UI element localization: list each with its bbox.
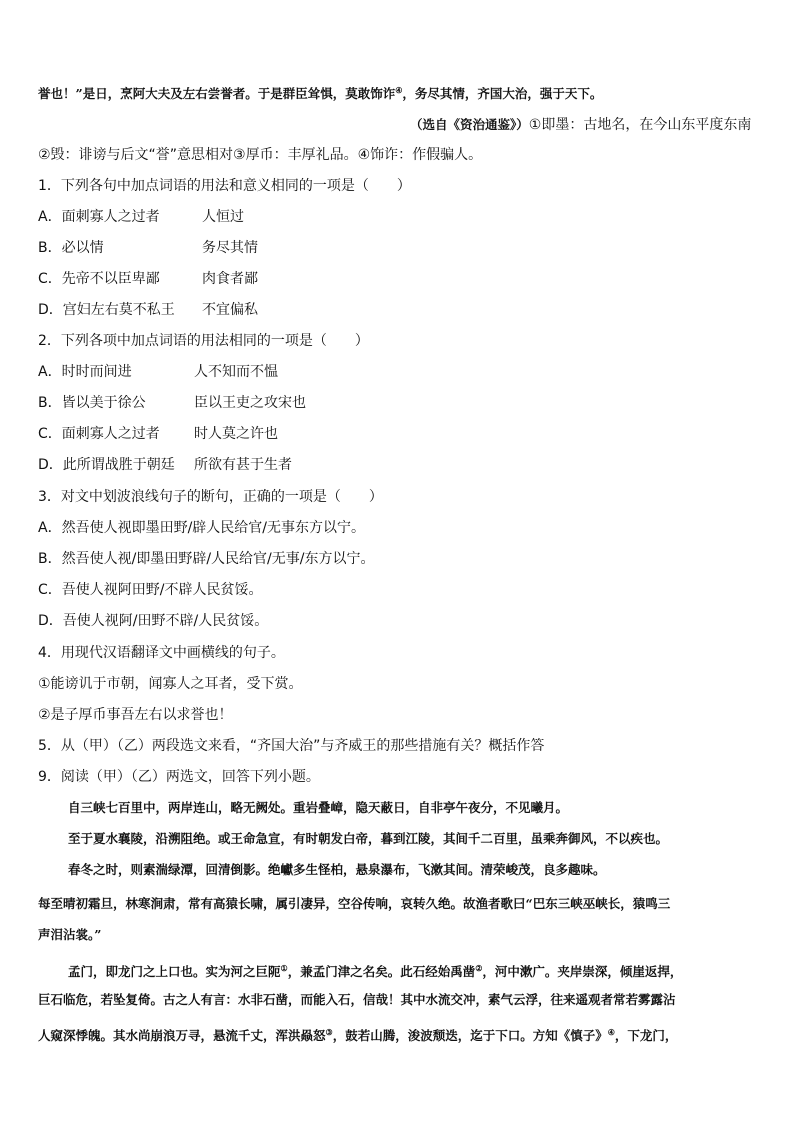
passage-text: ，鼓若山腾，浚波颓迭，迄于下口。方知《慎子》 <box>332 1028 608 1043</box>
question-1-option-b <box>38 237 258 259</box>
passage-text: 誉也！”是日，烹阿大夫及左右尝誉者。于是群臣耸惧，莫敢饰诈 <box>38 86 396 101</box>
passage-jia-paragraph-2: 至于夏水襄陵，沿溯阻绝。或王命急宣，有时朝发白帝，暮到江陵，其间千二百里，虽乘奔御风，不以疾也。 <box>68 831 669 846</box>
option-text: B．皆以美于徐公 <box>38 395 146 411</box>
question-2-stem: 2．下列各项中加点词语的用法相同的一项是（ ） <box>38 333 369 349</box>
option-text: 所欲有甚于生者 <box>194 457 292 473</box>
question-3-option-b: B．然吾使人视/即墨田野辟/人民给官/无事/东方以宁。 <box>38 551 375 567</box>
question-9-stem: 9．阅读（甲）（乙）两选文，回答下列小题。 <box>38 769 320 785</box>
question-2-option-d <box>38 454 292 476</box>
passage-text: 人窥深悸魄。其水尚崩浪万寻，悬流千丈，浑洪赑怒 <box>38 1028 326 1043</box>
source-note-line <box>410 113 751 136</box>
option-text: 臣以王吏之攻宋也 <box>194 395 306 411</box>
passage-text: ，河中漱广。夹岸崇深，倾崖返捍， <box>482 964 683 979</box>
source-citation: （选自《资治通鉴》） <box>410 117 529 132</box>
option-text: D．此所谓战胜于朝廷 <box>38 457 175 473</box>
question-1-option-c <box>38 268 258 290</box>
question-2-option-c <box>38 423 278 445</box>
passage-yi-line-2: 巨石临危，若坠复倚。古之人有言：水非石凿，而能入石，信哉！其中水流交冲，素气云浮，往来遥观者常若雾露沾 <box>38 992 676 1007</box>
question-1-stem: 1．下列各句中加点词语的用法和意义相同的一项是（ ） <box>38 178 411 194</box>
option-text: 肉食者鄙 <box>202 271 258 287</box>
footnote-1: ①即墨：古地名，在今山东平度东南 <box>528 117 752 133</box>
passage-tail-line <box>38 79 602 105</box>
question-1-option-a <box>38 206 244 228</box>
option-text: A．面刺寡人之过者 <box>38 209 160 225</box>
option-text: 时人莫之许也 <box>194 426 278 442</box>
question-4-item-1: ①能谤讥于市朝，闻寡人之耳者，受下赏。 <box>38 676 303 692</box>
question-3-option-d: D．吾使人视阿/田野不辟/人民贫馁。 <box>38 613 269 629</box>
footnote-marker: ③ <box>325 1027 333 1037</box>
question-3-stem: 3．对文中划波浪线句子的断句，正确的一项是（ ） <box>38 489 383 505</box>
passage-text: ，下龙门， <box>614 1028 678 1043</box>
question-3-option-c: C．吾使人视阿田野/不辟人民贫馁。 <box>38 582 263 598</box>
passage-text: ，兼孟门津之名矣。此石经始禹凿 <box>287 964 476 979</box>
question-1-option-d <box>38 299 258 321</box>
option-text: C．先帝不以臣卑鄙 <box>38 271 160 287</box>
question-3-option-a: A．然吾使人视即墨田野/辟人民给官/无事东方以宁。 <box>38 520 366 536</box>
passage-jia-paragraph-3: 春冬之时，则素湍绿潭，回清倒影。绝巘多生怪柏，悬泉瀑布，飞漱其间。清荣峻茂，良多趣味。 <box>68 862 606 877</box>
option-text: 不宜偏私 <box>202 302 258 318</box>
question-4-stem: 4．用现代汉语翻译文中画横线的句子。 <box>38 645 285 661</box>
question-4-item-2: ②是子厚币事吾左右以求誉也！ <box>38 707 233 723</box>
option-text: B．必以情 <box>38 240 104 256</box>
question-5-stem: 5．从（甲）（乙）两段选文来看，“齐国大治”与齐威王的那些措施有关？概括作答 <box>38 738 545 754</box>
option-text: 务尽其情 <box>202 240 258 256</box>
passage-jia-paragraph-1: 自三峡七百里中，两岸连山，略无阙处。重岩叠嶂，隐天蔽日，自非亭午夜分，不见曦月。 <box>68 800 569 815</box>
question-2-option-b <box>38 392 306 414</box>
footnote-marker: ① <box>280 963 288 973</box>
option-text: 人恒过 <box>202 209 244 225</box>
footnotes-line: ②毁：诽谤与后文“誉”意思相对③厚币：丰厚礼品。④饰诈：作假骗人。 <box>38 147 483 163</box>
passage-yi-line-3 <box>38 1021 677 1047</box>
footnote-marker: ④ <box>395 85 403 95</box>
option-text: C．面刺寡人之过者 <box>38 426 160 442</box>
footnote-marker: ④ <box>607 1027 615 1037</box>
passage-text: 孟门，即龙门之上口也。实为河之巨阨 <box>68 964 281 979</box>
passage-text: ，务尽其情，齐国大治，强于天下。 <box>402 86 603 101</box>
footnote-marker: ② <box>475 963 483 973</box>
option-text: A．时时而间进 <box>38 364 132 380</box>
option-text: D．宫妇左右莫不私王 <box>38 302 175 318</box>
option-text: 人不知而不愠 <box>194 364 278 380</box>
passage-jia-paragraph-4-cont: 声泪沾裳。” <box>38 927 102 942</box>
passage-yi-line-1 <box>68 957 682 983</box>
passage-jia-paragraph-4: 每至晴初霜旦，林寒涧肃，常有高猿长啸，属引凄异，空谷传响，哀转久绝。故渔者歌曰“巴东三峡巫峡长，猿鸣三 <box>38 896 671 911</box>
question-2-option-a <box>38 361 278 383</box>
